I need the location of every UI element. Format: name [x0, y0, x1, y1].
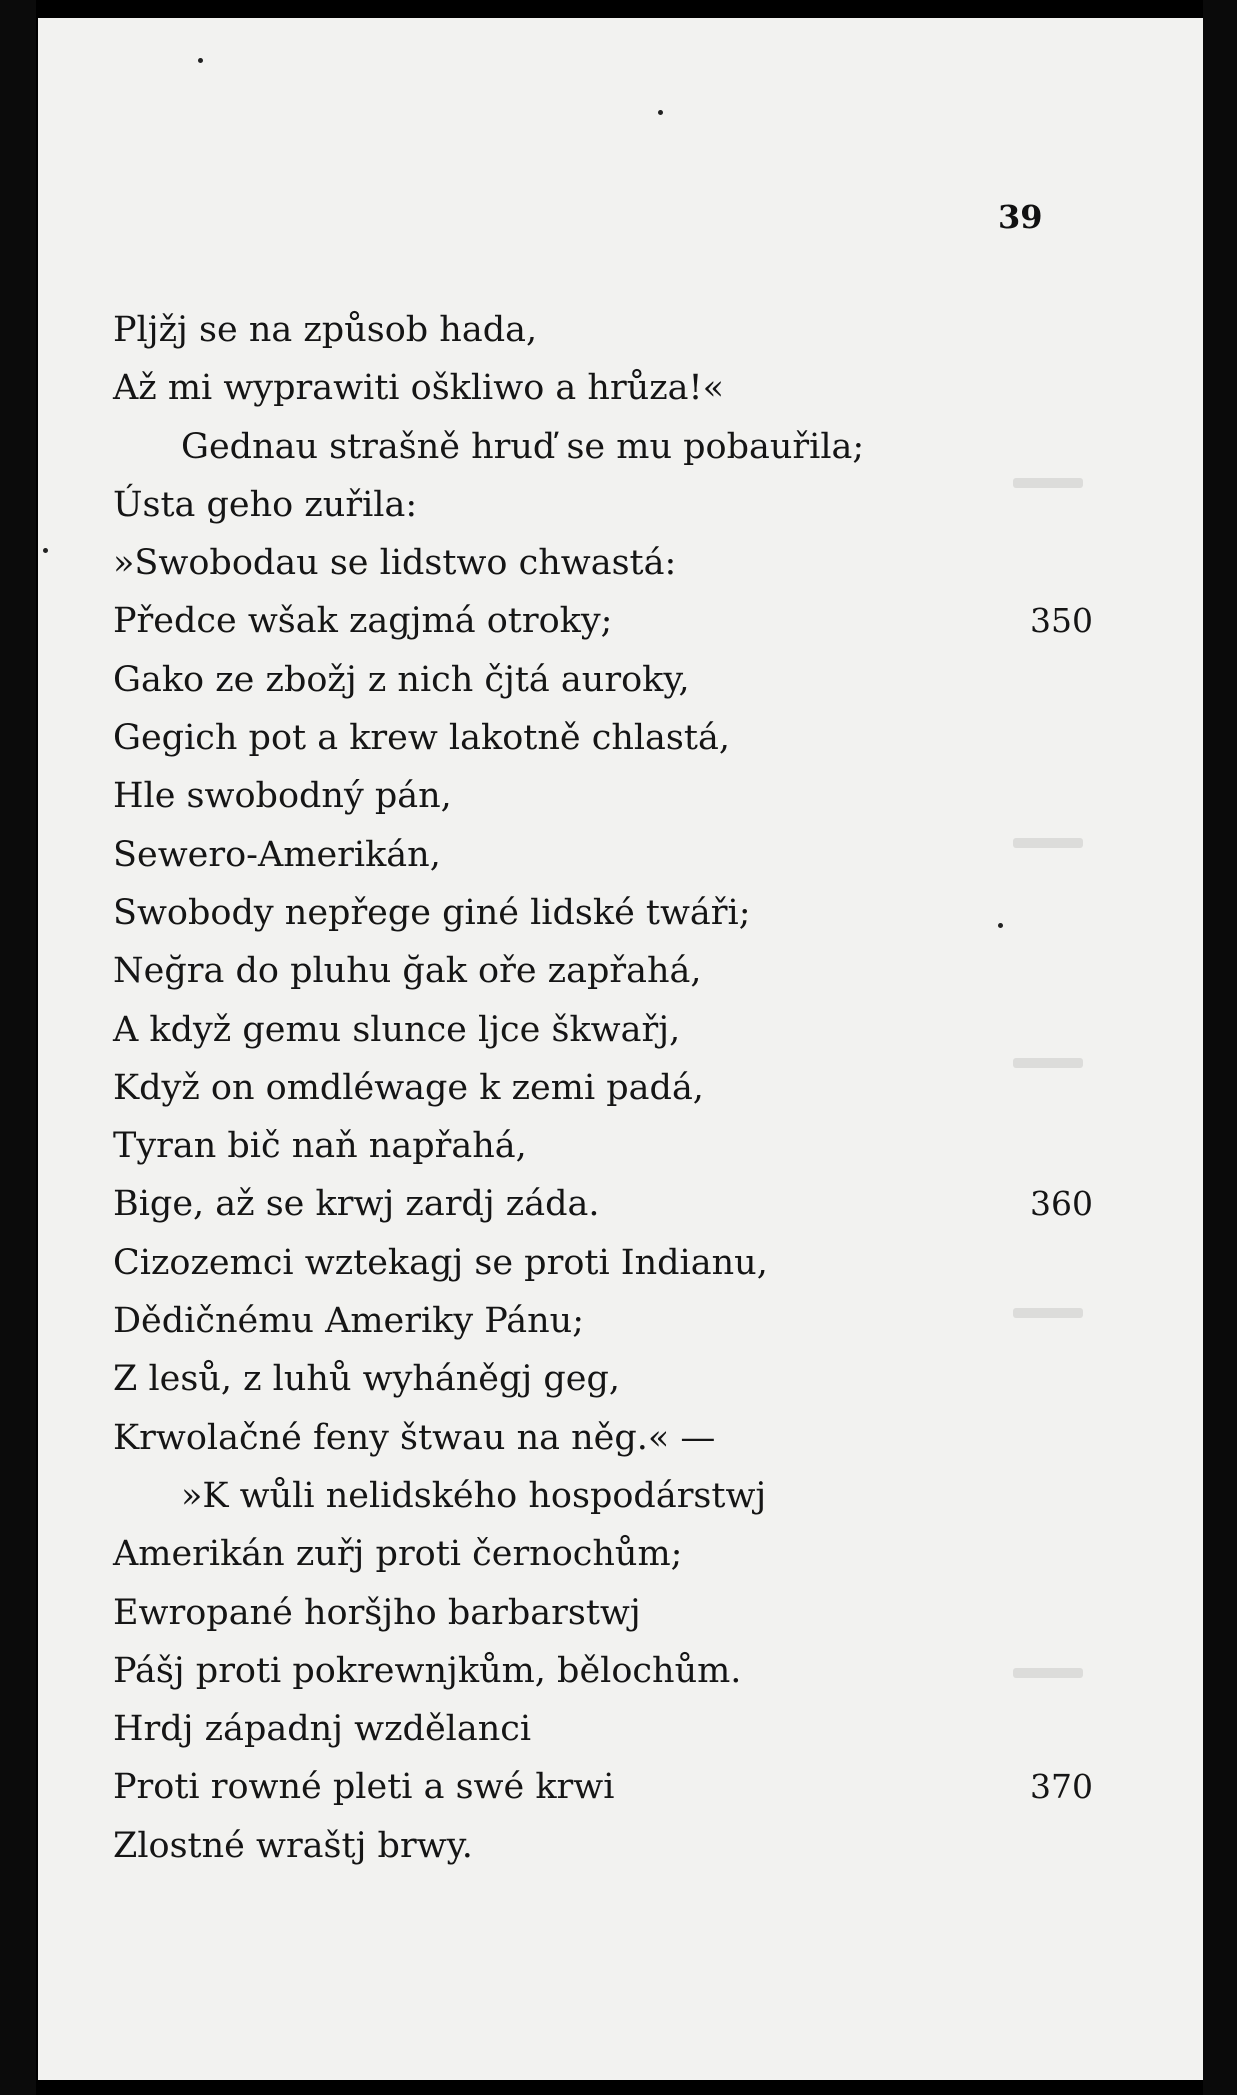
poem-line — [113, 1758, 1093, 1816]
margin-speck — [198, 58, 203, 63]
poem-text — [113, 301, 1093, 1875]
poem-line-text: »Swobodau se lidstwo chwastá: — [113, 543, 677, 584]
left-page-edge — [0, 0, 36, 2095]
poem-line-text: Tyran bič naň napřahá, — [113, 1126, 527, 1167]
poem-line-text: Swobody nepřege giné lidské twáři; — [113, 892, 751, 933]
poem-line-text: Gako ze zbožj z nich čjtá auroky, — [113, 659, 690, 700]
poem-line-text: Gegich pot a krew lakotně chlastá, — [113, 718, 730, 759]
poem-line-text: Z lesů, z luhů wyháněgj geg, — [113, 1359, 621, 1400]
poem-line — [113, 1350, 1093, 1408]
poem-line — [113, 1467, 1093, 1525]
poem-line-text: Cizozemci wztekagj se proti Indianu, — [113, 1242, 768, 1283]
right-page-edge — [1203, 0, 1237, 2095]
poem-line-text: Zlostné wraštj brwy. — [113, 1825, 473, 1866]
poem-line — [113, 1642, 1093, 1700]
poem-line-text: Předce wšak zagjmá otroky; — [113, 601, 613, 642]
page-number: 39 — [998, 198, 1043, 236]
poem-line-text: Proti rowné pleti a swé krwi — [113, 1767, 615, 1808]
line-number: 350 — [1030, 601, 1093, 641]
poem-line-text: Amerikán zuřj proti černochům; — [113, 1534, 683, 1575]
poem-line — [113, 1234, 1093, 1292]
poem-line-text: Až mi wyprawiti oškliwo a hrůza!« — [113, 368, 724, 409]
poem-line — [113, 884, 1093, 942]
poem-line — [113, 651, 1093, 709]
poem-line-text: Hrdj západnj wzdělanci — [113, 1709, 532, 1750]
line-number: 360 — [1030, 1184, 1093, 1224]
poem-line — [113, 1525, 1093, 1583]
poem-line — [113, 1409, 1093, 1467]
poem-line-text: Ústa geho zuřila: — [113, 484, 418, 525]
poem-line — [113, 1117, 1093, 1175]
poem-line — [113, 942, 1093, 1000]
poem-line — [113, 767, 1093, 825]
poem-line — [113, 1001, 1093, 1059]
poem-line-text: Dědičnému Ameriky Pánu; — [113, 1301, 585, 1342]
margin-speck — [658, 110, 663, 115]
poem-line-text: Sewero-Amerikán, — [113, 834, 441, 875]
poem-line — [113, 1292, 1093, 1350]
poem-line — [113, 1584, 1093, 1642]
poem-line — [113, 826, 1093, 884]
poem-line — [113, 534, 1093, 592]
poem-line — [113, 418, 1093, 476]
poem-line — [113, 1059, 1093, 1117]
poem-line-text: »K wůli nelidského hospodárstwj — [181, 1475, 767, 1516]
poem-line — [113, 1817, 1093, 1875]
poem-line-text: Bige, až se krwj zardj záda. — [113, 1184, 600, 1225]
poem-line — [113, 1700, 1093, 1758]
poem-line-text: Pljžj se na způsob hada, — [113, 310, 538, 350]
book-page — [38, 18, 1203, 2080]
poem-line — [113, 476, 1093, 534]
line-number: 370 — [1030, 1767, 1093, 1807]
poem-line-text: Když on omdléwage k zemi padá, — [113, 1067, 704, 1108]
poem-line — [113, 592, 1093, 650]
poem-line — [113, 359, 1093, 417]
poem-line-text: Krwolačné feny štwau na něg.« — — [113, 1417, 716, 1458]
poem-line-text: Hle swobodný pán, — [113, 776, 452, 817]
poem-line-text: A když gemu slunce ljce škwařj, — [113, 1009, 681, 1050]
poem-line-text: Gednau strašně hruď se mu pobauřila; — [181, 426, 865, 467]
poem-line-text: Neğra do pluhu ğak oře zapřahá, — [113, 951, 702, 992]
poem-line-text: Ewropané horšjho barbarstwj — [113, 1592, 641, 1633]
margin-speck — [43, 548, 48, 553]
poem-line — [113, 1175, 1093, 1233]
poem-line-text: Pášj proti pokrewnjkům, bělochům. — [113, 1650, 742, 1691]
poem-line — [113, 301, 1093, 359]
poem-line — [113, 709, 1093, 767]
